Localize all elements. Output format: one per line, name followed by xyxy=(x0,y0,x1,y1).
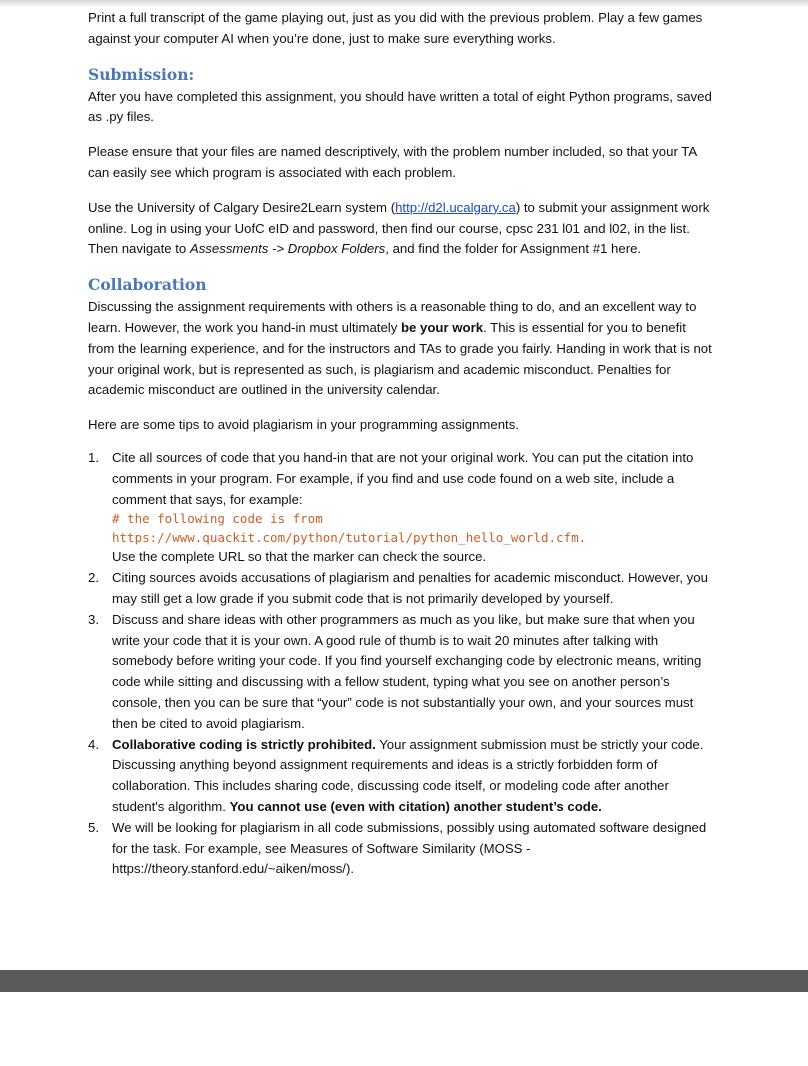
list-number: 5. xyxy=(88,819,99,835)
item-4-text: Your assignment submission must be strictly your code. Discussing anything beyond assignment requirements and ideas is a strictly forbidden form of collaboration. This includes sharing code, discussing code itself, or modeling code after another student's algorithm. xyxy=(112,736,704,814)
collaboration-paragraph-1 xyxy=(88,297,713,401)
submission-paragraph-2: Please ensure that your files are named descriptively, with the problem number included, so that your TA can easily see which program is associated with each problem. xyxy=(88,144,697,180)
code-url-line: https://www.quackit.com/python/tutorial/python_hello_world.cfm. xyxy=(112,529,587,545)
collab-p1-bold: be your work xyxy=(400,319,484,335)
tips-list xyxy=(88,448,713,880)
submission-p3-post: , and find the folder for Assignment #1 here. xyxy=(385,241,642,257)
tips-intro: Here are some tips to avoid plagiarism in your programming assignments. xyxy=(88,417,519,433)
submission-p3-mid: ) to submit your assignment work online. Log in using your UofC eID and password, then find our course, cpsc 231 l01 and l02, in the list. Then navigate to xyxy=(88,199,710,257)
d2l-link[interactable]: http://d2l.ucalgary.ca xyxy=(395,199,516,215)
nav-arrow: -> xyxy=(268,241,288,257)
submission-paragraph-3 xyxy=(88,198,713,260)
item-5-text: We will be looking for plagiarism in all code submissions, possibly using automated software designed for the task. For example, see Measures of Software Similarity (MOSS - https://theory.stanford.edu/~aiken/moss/). xyxy=(112,819,707,877)
list-item xyxy=(88,818,713,880)
submission-heading: Submission: xyxy=(88,64,195,84)
list-number: 3. xyxy=(88,611,99,627)
item-1-text: Cite all sources of code that you hand-in that are not your original work. You can put the citation into comments in your program. For example, if you find and use code found on a web site, include a comment that says, for example: xyxy=(112,449,694,507)
list-item xyxy=(88,568,713,610)
top-shadow xyxy=(0,0,808,8)
nav-assessments: Assessments xyxy=(189,241,269,257)
list-number: 4. xyxy=(88,736,99,752)
item-4-bold-1: Collaborative coding is strictly prohibited. xyxy=(112,736,376,752)
collab-p1-pre: Discussing the assignment requirements with others is a reasonable thing to do, and an excellent way to learn. However, the work you hand-in must ultimately xyxy=(88,299,697,335)
list-number: 1. xyxy=(88,449,99,465)
collab-p1-post: . This is essential for you to benefit from the learning experience, and for the instructors and TAs to grade you fairly. Handing in work that is not your original work, but is represented as such, is plagiarism and academic misconduct. Penalties for academic misconduct are outlined in the university calendar. xyxy=(88,319,712,398)
list-number: 2. xyxy=(88,570,99,586)
page-gap xyxy=(0,970,808,992)
intro-paragraph: Print a full transcript of the game playing out, just as you did with the previous problem. Play a few games against your computer AI when you’re done, just to make sure everything works. xyxy=(88,10,703,46)
nav-dropbox-folders: Dropbox Folders xyxy=(287,241,386,257)
item-4-bold-2: You cannot use (even with citation) another student’s code. xyxy=(229,798,602,814)
list-item xyxy=(88,735,713,818)
collaboration-heading: Collaboration xyxy=(88,275,207,295)
code-comment-line: # the following code is from xyxy=(112,511,323,527)
list-item xyxy=(88,448,713,568)
submission-p3-pre: Use the University of Calgary Desire2Learn system ( xyxy=(88,199,396,215)
item-1-after: Use the complete URL so that the marker can check the source. xyxy=(112,549,487,565)
next-page-area xyxy=(0,992,808,1066)
submission-paragraph-1: After you have completed this assignment, you should have written a total of eight Python programs, saved as .py files. xyxy=(88,88,712,125)
page-content xyxy=(88,8,713,880)
list-item xyxy=(88,610,713,735)
item-2-text: Citing sources avoids accusations of plagiarism and penalties for academic misconduct. However, you may still get a low grade if you submit code that is not primarily developed by yourself. xyxy=(112,570,708,606)
item-3-text: Discuss and share ideas with other programmers as much as you like, but make sure that when you write your code that it is your own. A good rule of thumb is to wait 20 minutes after talking with somebody before writing your code. If you find yourself exchanging code by electronic means, writing code while sitting and discussing with a fellow student, typing what you see on another person’s console, then you can be sure that “your” code is not substantially your own, and your sources must then be cited to avoid plagiarism. xyxy=(112,611,702,731)
